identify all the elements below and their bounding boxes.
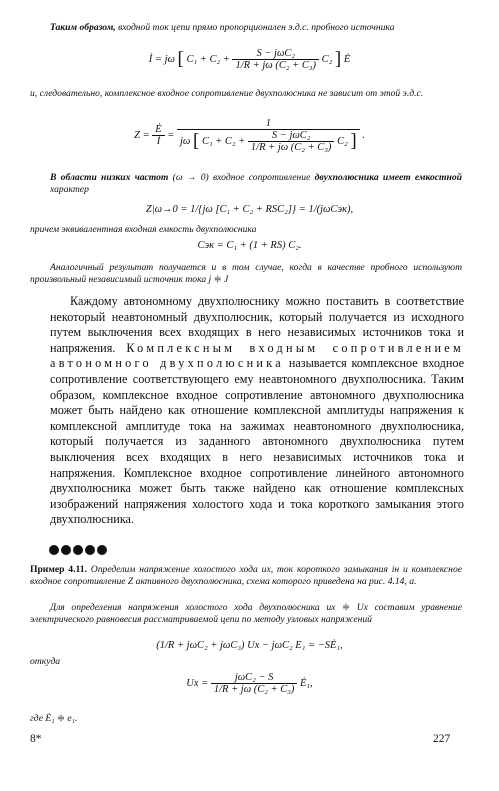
signature-text: 8*	[30, 733, 42, 745]
equivalent-text: причем эквивалентная входная емкость двухполюсника	[30, 224, 257, 235]
den-tail: C₂	[337, 135, 348, 147]
formula-open-circuit	[0, 672, 499, 695]
formula-current-emf: Ė	[343, 53, 351, 65]
separator-dot	[85, 545, 95, 555]
low-freq-mid: (ω → 0) входное сопротивление	[168, 172, 315, 183]
formula-current-sum: C₁ + C₂ +	[186, 53, 230, 65]
formula-node-equation	[0, 640, 499, 651]
paragraph-analogous	[30, 262, 462, 287]
where-text: где Ė₁ ≑ e₁.	[30, 713, 78, 724]
independence-text: и, следовательно, комплексное входное сопротивление двухполюсника не зависит от этой э.д.с.	[30, 88, 424, 99]
defined-term: Комплексным входным сопротивлением автономного двухполюсника	[50, 340, 464, 371]
intro-text: входной ток цепи прямо пропорционален э.д.с. пробного источника	[115, 22, 395, 33]
open-circuit-tail: Ė₁,	[300, 677, 313, 689]
paragraph-intro	[50, 22, 460, 34]
den-jw: jω	[180, 135, 191, 147]
example-title: Пример 4.11.	[30, 564, 87, 575]
main-den: jω [ C₁ + C₂ + $\frac{\text{S − jωC₂}}{\text{1/R + jω (C₂ + C₃)}}$ C₂ ]	[180, 130, 357, 153]
separator-dot	[73, 545, 83, 555]
formula-current-den: 1/R + jω (C₂ + C₃)	[235, 60, 316, 71]
section-separator	[49, 545, 107, 555]
den-inner-num: S − jωC₂	[248, 130, 335, 142]
den-inner-den: 1/R + jω (C₂ + C₃)	[250, 142, 332, 153]
lead-phrase: Таким образом,	[50, 22, 116, 33]
formula-impedance-lhs: Z =	[134, 129, 150, 141]
formula-low-freq-text: Z|ω→0 = 1/{jω [C₁ + C₂ + RSC₂]} = 1/(jωCэк),	[145, 204, 354, 215]
page-number-text: 227	[433, 733, 451, 745]
example-method	[30, 602, 462, 627]
analogous-text: Аналогичный результат получается и в том случае, когда в качестве пробного используют произвольный независимый источник тока j ≑ J	[30, 262, 462, 286]
open-circuit-lhs: Uх =	[186, 677, 209, 689]
main-paragraph	[50, 294, 464, 528]
formula-impedance: Z = $\frac{Ė}{İ}$ = 1 jω [ C₁ + C₂ + $\frac{\text{S − jωC₂}}{\text{1/R + jω (C₂ + C₃)}}$ C₂ ] .	[134, 118, 365, 153]
den-inner-fraction	[248, 130, 335, 153]
low-freq-lead: В области низких частот	[50, 172, 169, 183]
paragraph-equivalent	[30, 224, 462, 236]
example-text-1: Определим напряжение холостого хода uх, ток короткого замыкания iн и комплексное входное сопротивление Z активного двухполюсника, схема которого приведена на рис. 4.14, а.	[30, 564, 462, 588]
formula-equivalent-capacity	[0, 240, 499, 251]
signature-mark	[30, 733, 42, 745]
formula-impedance-main	[177, 118, 360, 153]
ratio-num: Ė	[152, 124, 164, 136]
paragraph-low-freq	[50, 172, 462, 197]
formula-current-fraction	[232, 48, 319, 71]
formula-low-freq	[0, 204, 499, 215]
page-number	[433, 733, 450, 745]
main-num: 1	[177, 118, 360, 130]
separator-dot	[97, 545, 107, 555]
example-intro	[30, 564, 462, 589]
ratio-den: İ	[156, 136, 161, 147]
formula-node-text: (1/R + jωC₂ + jωC₃) Uх − jωC₂ E₁ = −SĖ₁,	[156, 640, 343, 651]
example-text-2: Для определения напряжения холостого хода двухполюсника uх ≑ Uх составим уравнение электрического равновесия рассматриваемой цепи по методу узловых напряжений	[30, 602, 462, 626]
formula-current-tail: C₂	[321, 53, 333, 65]
formula-equivalent-text: Cэк = C₁ + (1 + RS) C₂.	[197, 240, 302, 251]
paragraph-independence	[30, 88, 462, 100]
main-body	[50, 294, 464, 528]
low-freq-end: характер	[50, 184, 89, 196]
word-otkuda	[30, 656, 60, 668]
formula-current-num: S − jωC₂	[232, 48, 319, 60]
main-paragraph-a: Каждому автономному двухполюснику можно поставить в соответствие некоторый неавтономный двухполюсник, который получается из исходного путем выключения всех входящих в него независимых источников тока и напряжения.	[50, 294, 464, 355]
open-circuit-fraction	[211, 672, 298, 695]
formula-current-lhs: İ = jω	[148, 53, 175, 65]
open-circuit-den: 1/R + jω (C₂ + C₃)	[213, 684, 295, 695]
formula-impedance-ratio	[152, 124, 164, 147]
separator-dot	[49, 545, 59, 555]
main-paragraph-b: называется комплексное входное сопротивление соответствующего ему неавтономного двухполюсника. Таким образом, комплексное входное сопротивление автономного двухполюсника может быть найдено как отношение комплексной амплитуды напряжения к комплексной амплитуде тока на зажимах неавтономного двухполюсника, который получается из заданного автономного двухполюсника путем выключения всех входящих в него независимых источников тока и напряжения. Комплексное входное сопротивление линейного автономного двухполюсника может быть также найдено как отношение комплексных изображений напряжения холостого хода и тока короткого замыкания этого двухполюсника.	[50, 356, 465, 527]
open-circuit-num: jωC₂ − S	[211, 672, 298, 684]
separator-dot	[61, 545, 71, 555]
low-freq-tail: двухполюсника имеет емкостной	[314, 172, 462, 183]
note-where	[30, 713, 77, 725]
formula-current: İ = jω [ C₁ + C₂ + $\frac{\text{S − jωC₂}}{\text{1/R + jω (C₂ + C₃)}}$ C₂ ] Ė	[148, 48, 351, 71]
otkuda-text: откуда	[30, 656, 61, 667]
den-sum: C₁ + C₂ +	[201, 135, 246, 147]
